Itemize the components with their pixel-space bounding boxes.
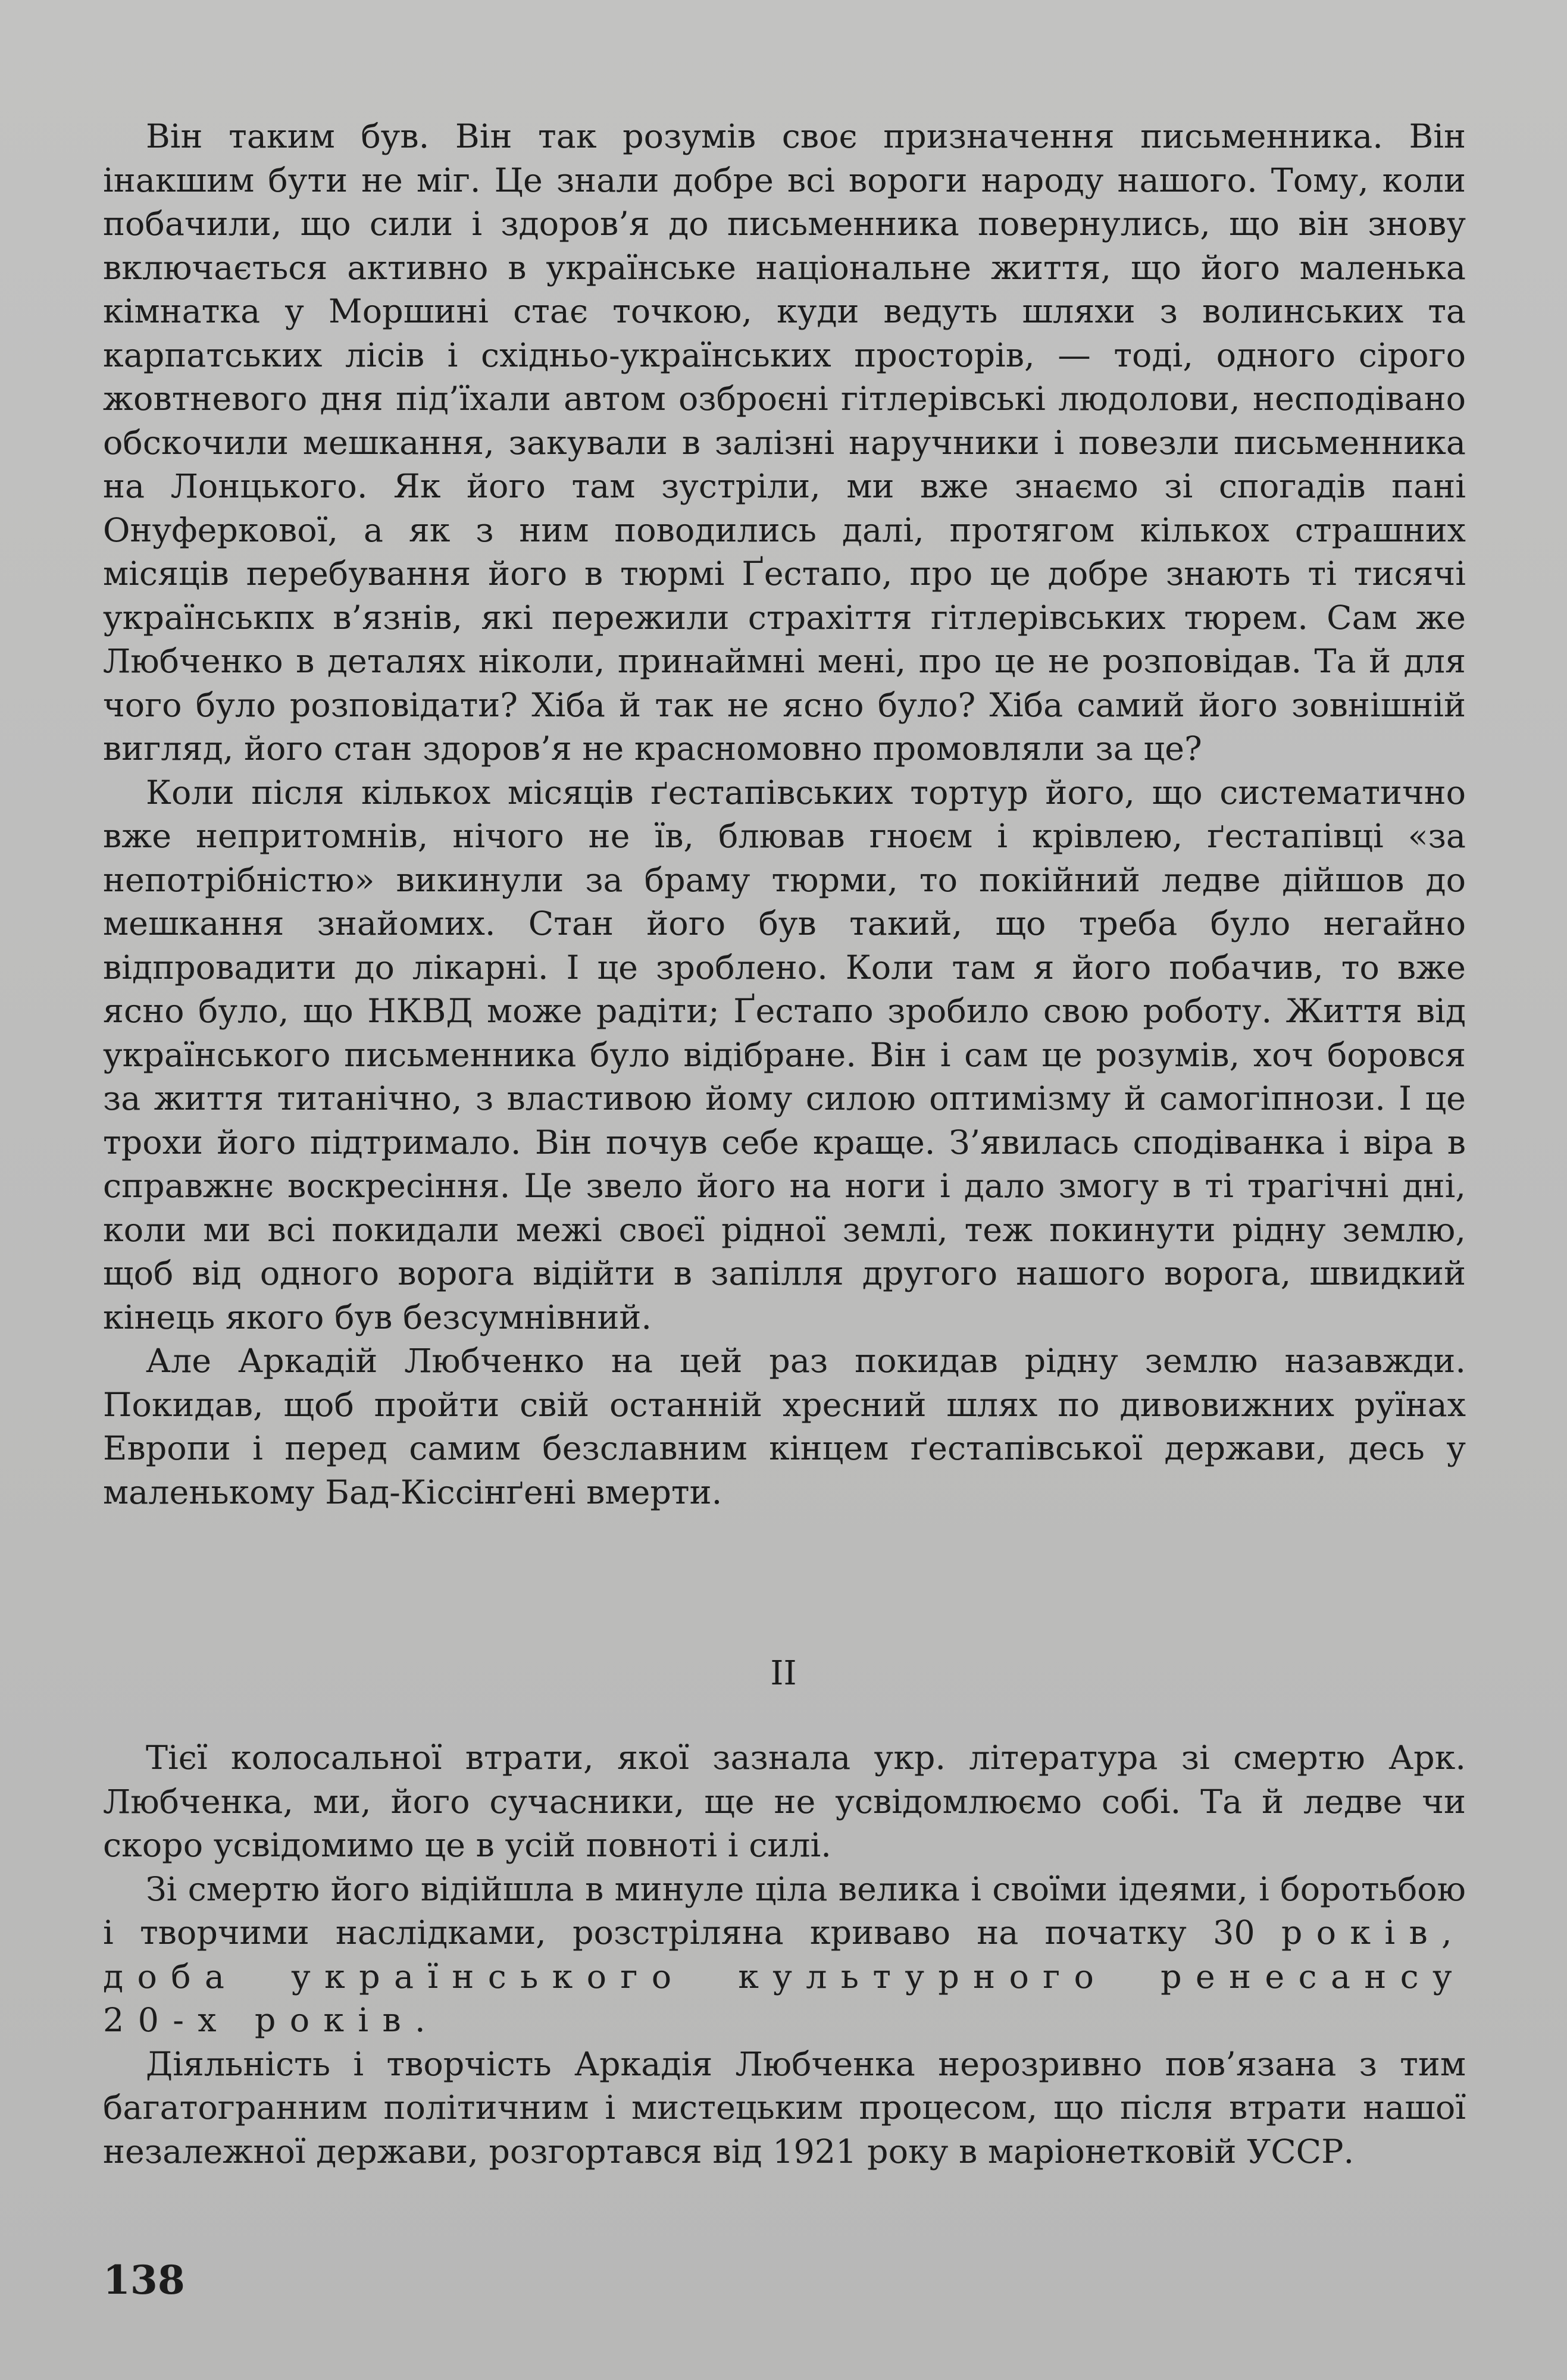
section-two-text xyxy=(103,1736,1466,2174)
section-heading: II xyxy=(770,1654,797,1693)
paragraph: Він таким був. Він так розумів своє призначення письменника. Він інакшим бути не міг. Це знали добре всі вороги народу нашого. Тому, коли побачили, що сили і здоров’я до письменника повернулись, що він знову включається активно в українське національне життя, що його маленька кімнатка у Моршині стає точкою, куди ведуть шляхи з волинських та карпатських лісів і східньо-українських просторів, — тоді, одного сірого жовтневого дня під’їхали автом озброєні гітлерівські людолови, несподівано обскочили мешкання, закували в залізні наручники і повезли письменника на Лонцького. Як його там зустріли, ми вже знаємо зі спогадів пані Онуферкової, а як з ним поводились далі, протягом кількох страшних місяців перебування його в тюрмі Ґестапо, про це добре знають ті тисячі українськпх в’язнів, які пережили страхіття гітлерівських тюрем. Сам же Любченко в деталях ніколи, принаймні мені, про це не розповідав. Та й для чого було розповідати? Хіба й так не ясно було? Хіба самий його зовнішній вигляд, його стан здоров’я не красномовно промовляли за це? xyxy=(103,117,1466,768)
paragraph: Тієї колосальної втрати, якої зазнала укр. література зі смертю Арк. Любченка, ми, його сучасники, ще не усвідомлюємо собі. Та й ледве чи скоро усвідомимо це в усій повноті і силі. xyxy=(103,1739,1466,1865)
paragraph xyxy=(103,1868,1466,2043)
paragraph-lead-text: Зі смертю його відійшла в минуле ціла велика і своїми ідеями, і боротьбою і творчими наслідками, розстріляна криваво на початку 30 xyxy=(103,1869,1466,1952)
paragraph: Коли після кількох місяців ґестапівських тортур його, що систематично вже непритомнів, нічого не їв, блював гноєм і крівлею, ґестапівці «за непотрібністю» викинули за браму тюрми, то покійний ледве дійшов до мешкання знайомих. Стан його був такий, що треба було негайно відпровадити до лікарні. І це зроблено. Коли там я його побачив, то вже ясно було, що НКВД може радіти; Ґестапо зробило свою роботу. Життя від українського письменника було відібране. Він і сам це розумів, хоч боровся за життя титанічно, з властивою йому силою оптимізму й самогіпнози. І це трохи його підтримало. Він почув себе краще. З’явилась сподіванка і віра в справжнє воскресіння. Це звело його на ноги і дало змогу в ті трагічні дні, коли ми всі покидали межі своєї рідної землі, теж покинути рідну землю, щоб від одного ворога відійти в запілля другого нашого ворога, швидкий кінець якого був безсумнівний. xyxy=(103,773,1466,1337)
paragraph: Діяльність і творчість Аркадія Любченка нерозривно пов’язана з тим багатогранним політичним і мистецьким процесом, що після втрати нашої незалежної держави, розгортався від 1921 року в маріонетковій УССР. xyxy=(103,2044,1466,2171)
paragraph: Але Аркадій Любченко на цей раз покидав рідну землю назавжди. Покидав, щоб пройти свій останній хресний шлях по дивовижних руїнах Европи і перед самим безславним кінцем ґестапівської держави, десь у маленькому Бад-Кіссінґені вмерти. xyxy=(103,1342,1466,1512)
section-one-text xyxy=(103,115,1466,1514)
spaced-emphasis-text: років, доба українського культурного ренесансу 20-х років. xyxy=(103,1914,1466,2040)
page-number: 138 xyxy=(103,2257,185,2303)
